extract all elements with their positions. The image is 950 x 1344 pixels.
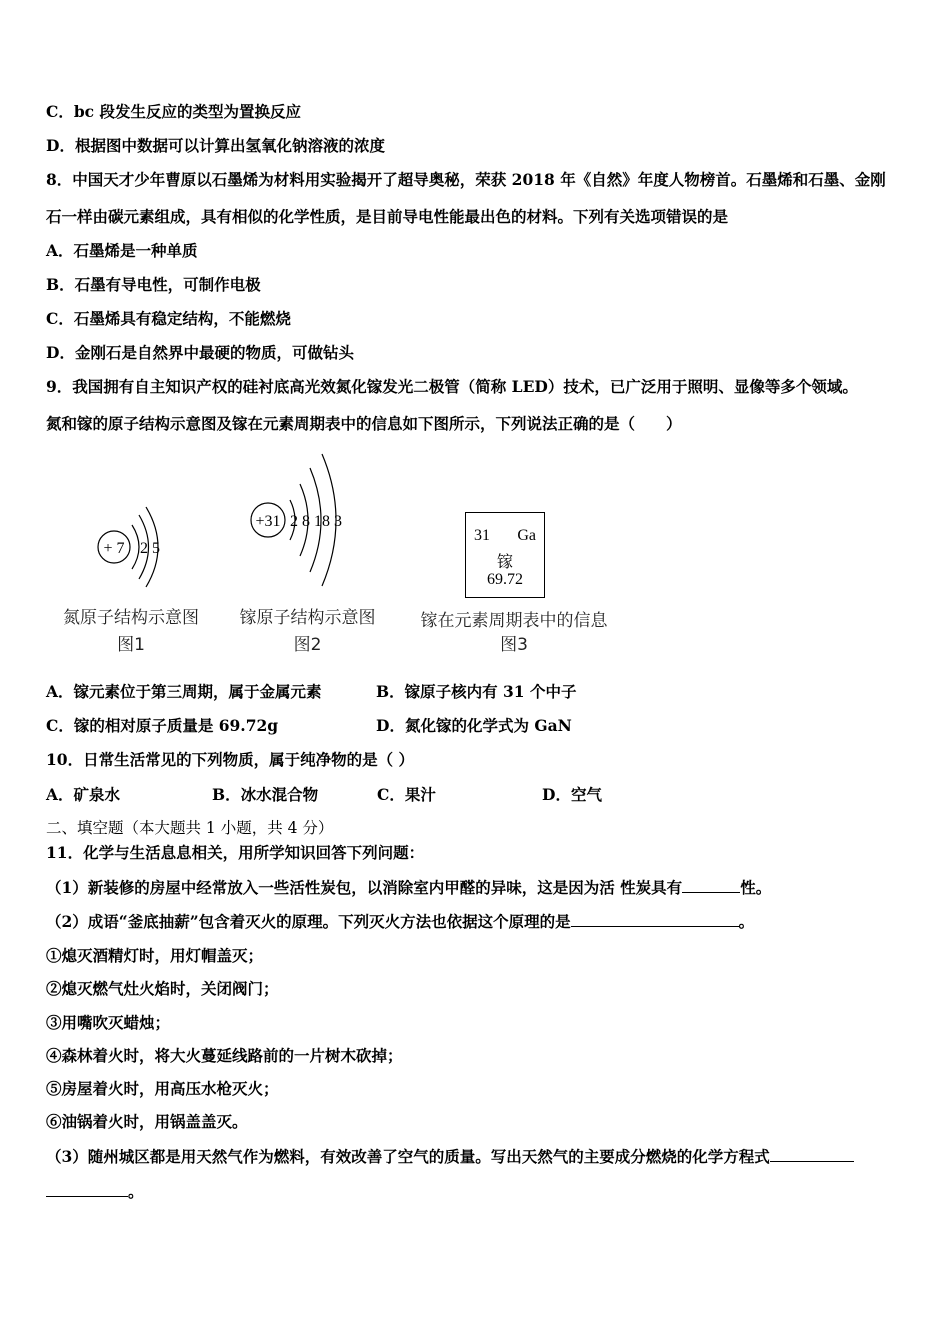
q11-item4: ④森林着火时，将大火蔓延线路前的一片树木砍掉； <box>46 1046 403 1065</box>
q9-option-a: A．镓元素位于第三周期，属于金属元素 <box>46 682 322 701</box>
q9-option-d: D．氮化镓的化学式为 GaN <box>376 716 572 735</box>
section-title: 二、填空题（本大题共 1 小题，共 4 分） <box>46 819 334 837</box>
q9-option-b: B．镓原子核内有 31 个中子 <box>376 682 577 701</box>
q9-stem-line1: 9．我国拥有自主知识产权的硅衬底高光效氮化镓发光二极管（简称 LED）技术，已广泛用于照明、显像等多个领域。 <box>46 377 858 396</box>
q11-part1: （1）新装修的房屋中经常放入一些活性炭包，以消除室内甲醛的异味，这是因为活 性炭具有 性。 <box>46 878 772 897</box>
gallium-nucleus-charge: +31 <box>255 513 281 530</box>
q10-option-d: D．空气 <box>542 785 602 804</box>
q11-item2: ②熄灭燃气灶火焰时，关闭阀门； <box>46 979 279 998</box>
q9-option-c: C．镓的相对原子质量是 69.72g <box>46 716 279 735</box>
fig2-caption: 镓原子结构示意图 <box>239 608 376 628</box>
gallium-atom-diagram <box>248 448 360 588</box>
fig1-caption: 氮原子结构示意图 <box>63 608 199 628</box>
q11-part2: （2）成语“釜底抽薪”包含着灭火的原理。下列灭火方法也依据这个原理的是 。 <box>46 912 755 931</box>
element-symbol: Ga <box>517 527 536 544</box>
q11-item6: ⑥油锅着火时，用锅盖盖灭。 <box>46 1112 248 1131</box>
q9-stem-line2: 氮和镓的原子结构示意图及镓在元素周期表中的信息如下图所示，下列说法正确的是（ ） <box>46 414 682 433</box>
q8-option-a: A．石墨烯是一种单质 <box>46 241 198 260</box>
q8-option-d: D．金刚石是自然界中最硬的物质，可做钻头 <box>46 343 354 362</box>
fig1-label: 图1 <box>117 635 145 655</box>
fig3-caption: 镓在元素周期表中的信息 <box>420 611 608 631</box>
q8-stem-line2: 石一样由碳元素组成，具有相似的化学性质，是目前导电性能最出色的材料。下列有关选项错误的是 <box>46 207 729 226</box>
nitrogen-electron-shells: 2 5 <box>140 540 160 557</box>
q7-option-c: C．bc 段发生反应的类型为置换反应 <box>46 102 302 121</box>
atomic-mass: 69.72 <box>487 571 523 588</box>
fig3-label: 图3 <box>500 635 528 655</box>
element-name: 镓 <box>496 552 513 571</box>
q10-stem: 10．日常生活常见的下列物质，属于纯净物的是（ ） <box>46 750 414 769</box>
q11-item3: ③用嘴吹灭蜡烛； <box>46 1013 171 1032</box>
nitrogen-atom-diagram <box>88 495 178 590</box>
q11-part3-continued: 。 <box>46 1181 144 1202</box>
q11-stem: 11．化学与生活息息相关，用所学知识回答下列问题： <box>46 843 425 862</box>
nitrogen-nucleus-charge: + 7 <box>103 540 125 557</box>
answer-blank-3a[interactable] <box>770 1146 854 1162</box>
q10-option-c: C．果汁 <box>377 785 436 804</box>
fig2-label: 图2 <box>293 635 322 655</box>
answer-blank-3b[interactable] <box>46 1181 128 1197</box>
q7-option-d: D．根据图中数据可以计算出氢氧化钠溶液的浓度 <box>46 136 385 155</box>
q10-option-a: A．矿泉水 <box>46 785 121 804</box>
q8-option-c: C．石墨烯具有稳定结构，不能燃烧 <box>46 309 291 328</box>
q10-option-b: B．冰水混合物 <box>212 785 319 804</box>
q11-item1: ①熄灭酒精灯时，用灯帽盖灭； <box>46 946 264 965</box>
gallium-electron-shells: 2 8 18 3 <box>290 513 342 530</box>
q8-option-b: B．石墨有导电性，可制作电极 <box>46 275 261 294</box>
atomic-number: 31 <box>474 527 490 544</box>
answer-blank-2[interactable] <box>571 911 739 927</box>
gallium-periodic-cell <box>465 512 545 598</box>
q8-stem-line1: 8．中国天才少年曹原以石墨烯为材料用实验揭开了超导奥秘，荣获 2018 年《自然》年度人物榜首。石墨烯和石墨、金刚 <box>46 170 886 189</box>
answer-blank-1[interactable] <box>682 877 740 893</box>
q11-part3: （3）随州城区都是用天然气作为燃料，有效改善了空气的质量。写出天然气的主要成分燃烧的化学方程式 <box>46 1146 854 1167</box>
q11-item5: ⑤房屋着火时，用高压水枪灭火； <box>46 1079 279 1098</box>
